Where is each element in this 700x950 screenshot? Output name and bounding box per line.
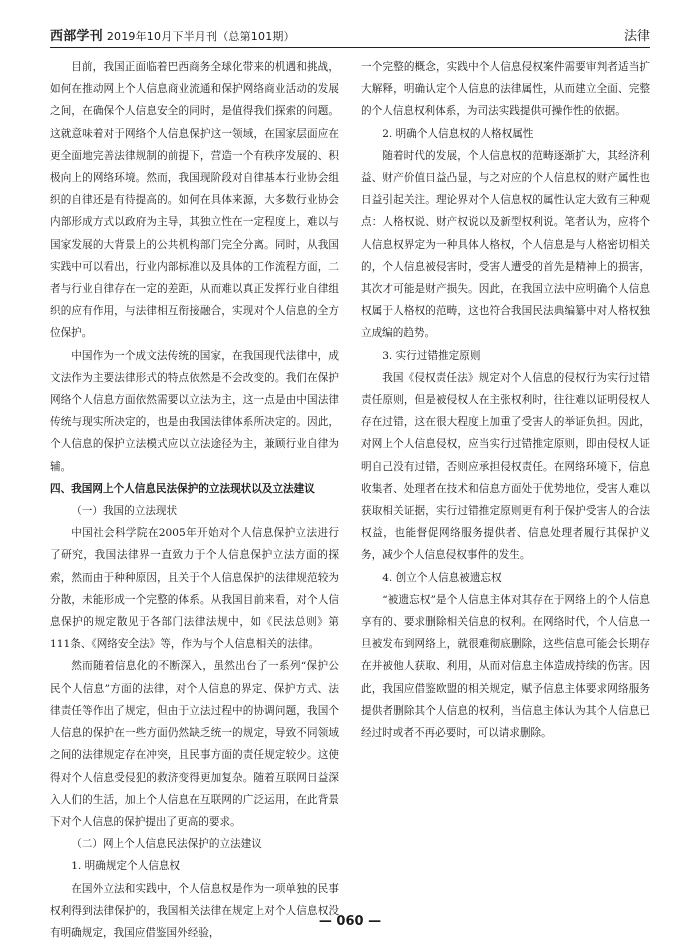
point-heading: 2. 明确个人信息权的人格权属性 [382, 127, 534, 140]
subsection-heading: （二）网上个人信息民法保护的立法建议 [71, 838, 262, 851]
section-heading: 四、我国网上个人信息民法保护的立法现状以及立法建议 [50, 482, 315, 495]
paragraph: 中国作为一个成文法传统的国家，在我国现代法律中，成文法作为主要法律形式的特点依然是不会改变的。我们在保护网络个人信息方面依然需要以立法为主，这一点是由中国法律传统与现实所决定的，也是由我国法律体系所决定的。因此，个人信息的保护立法模式应以立法途径为主，兼顾行业自律为辅。 [50, 349, 339, 473]
point-heading: 1. 明确规定个人信息权 [71, 860, 181, 873]
journal-title [50, 25, 295, 44]
journal-logo: 西部学刊 [50, 29, 103, 44]
point-heading: 4. 创立个人信息被遗忘权 [382, 571, 502, 584]
left-column [50, 56, 339, 939]
paragraph: 然而随着信息化的不断深入，虽然出台了一系列“保护公民个人信息”方面的法律，对个人信息的界定、保护方式、法律责任等作出了规定，但由于立法过程中的协调问题，我国个人信息的保护在一些方面仍然缺乏统一的规定，导致不同领域之间的法律规定存在冲突，且民事方面的责任规定较少。这使得对个人信息受侵犯的救济变得更加复杂。随着互联网日益深入人们的生活，加上个人信息在互联网的广泛运用，在此背景下对个人信息的保护提出了更高的要求。 [50, 660, 339, 828]
paragraph: 随着时代的发展，个人信息权的范畴逐渐扩大，其经济利益、财产价值日益凸显，与之对应的个人信息权的财产属性也日益引起关注。理论界对个人信息权的属性认定大致有三种观点：人格权说、财产权说以及新型权利说。笔者认为，应将个人信息权界定为一种具体人格权，个人信息是与人格密切相关的，个人信息被侵害时，受害人遭受的首先是精神上的损害，其次才可能是财产损失。因此，在我国立法中应明确个人信息权属于人格权的范畴，这也符合我国民法典编纂中对人格权独立成编的趋势。 [361, 149, 650, 340]
paragraph: 我国《侵权责任法》规定对个人信息的侵权行为实行过错责任原则，但是被侵权人在主张权利时，往往难以证明侵权人存在过错，这在很大程度上加重了受害人的举证负担。因此，对网上个人信息侵权，应当实行过错推定原则，即由侵权人证明自己没有过错，否则应承担侵权责任。在网络环境下，信息收集者、处理者在技术和信息方面处于优势地位，受害人难以获取相关证据，实行过错推定原则更有利于保护受害人的合法权益，也能督促网络服务提供者、信息处理者履行其保护义务，减少个人信息侵权事件的发生。 [361, 371, 650, 562]
page-number: — 060 — [318, 914, 382, 929]
journal-issue: 2019年10月下半月刊（总第101期） [106, 30, 295, 43]
paragraph: “被遗忘权”是个人信息主体对其存在于网络上的个人信息享有的、要求删除相关信息的权利。在网络时代，个人信息一旦被发布到网络上，就很难彻底删除，这些信息可能会长期存在并被他人获取、利用，从而对信息主体造成持续的伤害。因此，我国应借鉴欧盟的相关规定，赋予信息主体要求网络服务提供者删除其个人信息的权利，当信息主体认为其个人信息已经过时或者不再必要时，可以请求删除。 [361, 593, 650, 740]
section-label: 法律 [623, 29, 650, 44]
right-column [361, 56, 650, 896]
subsection-heading: （一）我国的立法现状 [71, 505, 178, 518]
paragraph: 目前，我国正面临着巴西商务全球化带来的机遇和挑战，如何在推动网上个人信息商业流通和保护网络商业活动的发展之间，在确保个人信息安全的同时，是值得我们探索的问题。这就意味着对于网络个人信息保护这一领域，在国家层面应在更全面地完善法律规制的前提下，营造一个有秩序发展的、积极向上的网络环境。然而，我国现阶段对自律基本行业协会组织的自律还是有待提高的。如何在具体来源，大多数行业协会内部形成方式以政府为主导，其独立性在一定程度上，难以与国家发展的大背景上的公共机构部门完全分离。同时，从我国实践中可以看出，行业内部标准以及具体的工作流程方面，二者与行业自律存在一定的差距，从而难以真正发挥行业自律组织的应有作用，与法律相互衔接融合，实现对个人信息的全方位保护。 [50, 61, 339, 340]
paragraph: 一个完整的概念，实践中个人信息侵权案件需要审判者适当扩大解释，明确认定个人信息的法律属性，从而建立全面、完整的个人信息权利体系，为司法实践提供可操作性的依据。 [361, 61, 650, 118]
running-header [50, 18, 650, 48]
point-heading: 3. 实行过错推定原则 [382, 349, 481, 362]
paragraph: 在国外立法和实践中，个人信息权是作为一项单独的民事权利得到法律保护的，我国相关法律在规定上对个人信息权没有明确规定，我国应借鉴国外经验， [50, 882, 339, 939]
paragraph: 中国社会科学院在2005年开始对个人信息保护立法进行了研究，我国法律界一直致力于个人信息保护立法方面的探索，然而由于种种原因，且关于个人信息保护的法律规范较为分散，未能形成一个完整的体系。从我国目前来看，对个人信息保护的规定散见于各部门法律法规中，如《民法总则》第111条、《网络安全法》等，作为与个人信息相关的法律。 [50, 527, 339, 651]
